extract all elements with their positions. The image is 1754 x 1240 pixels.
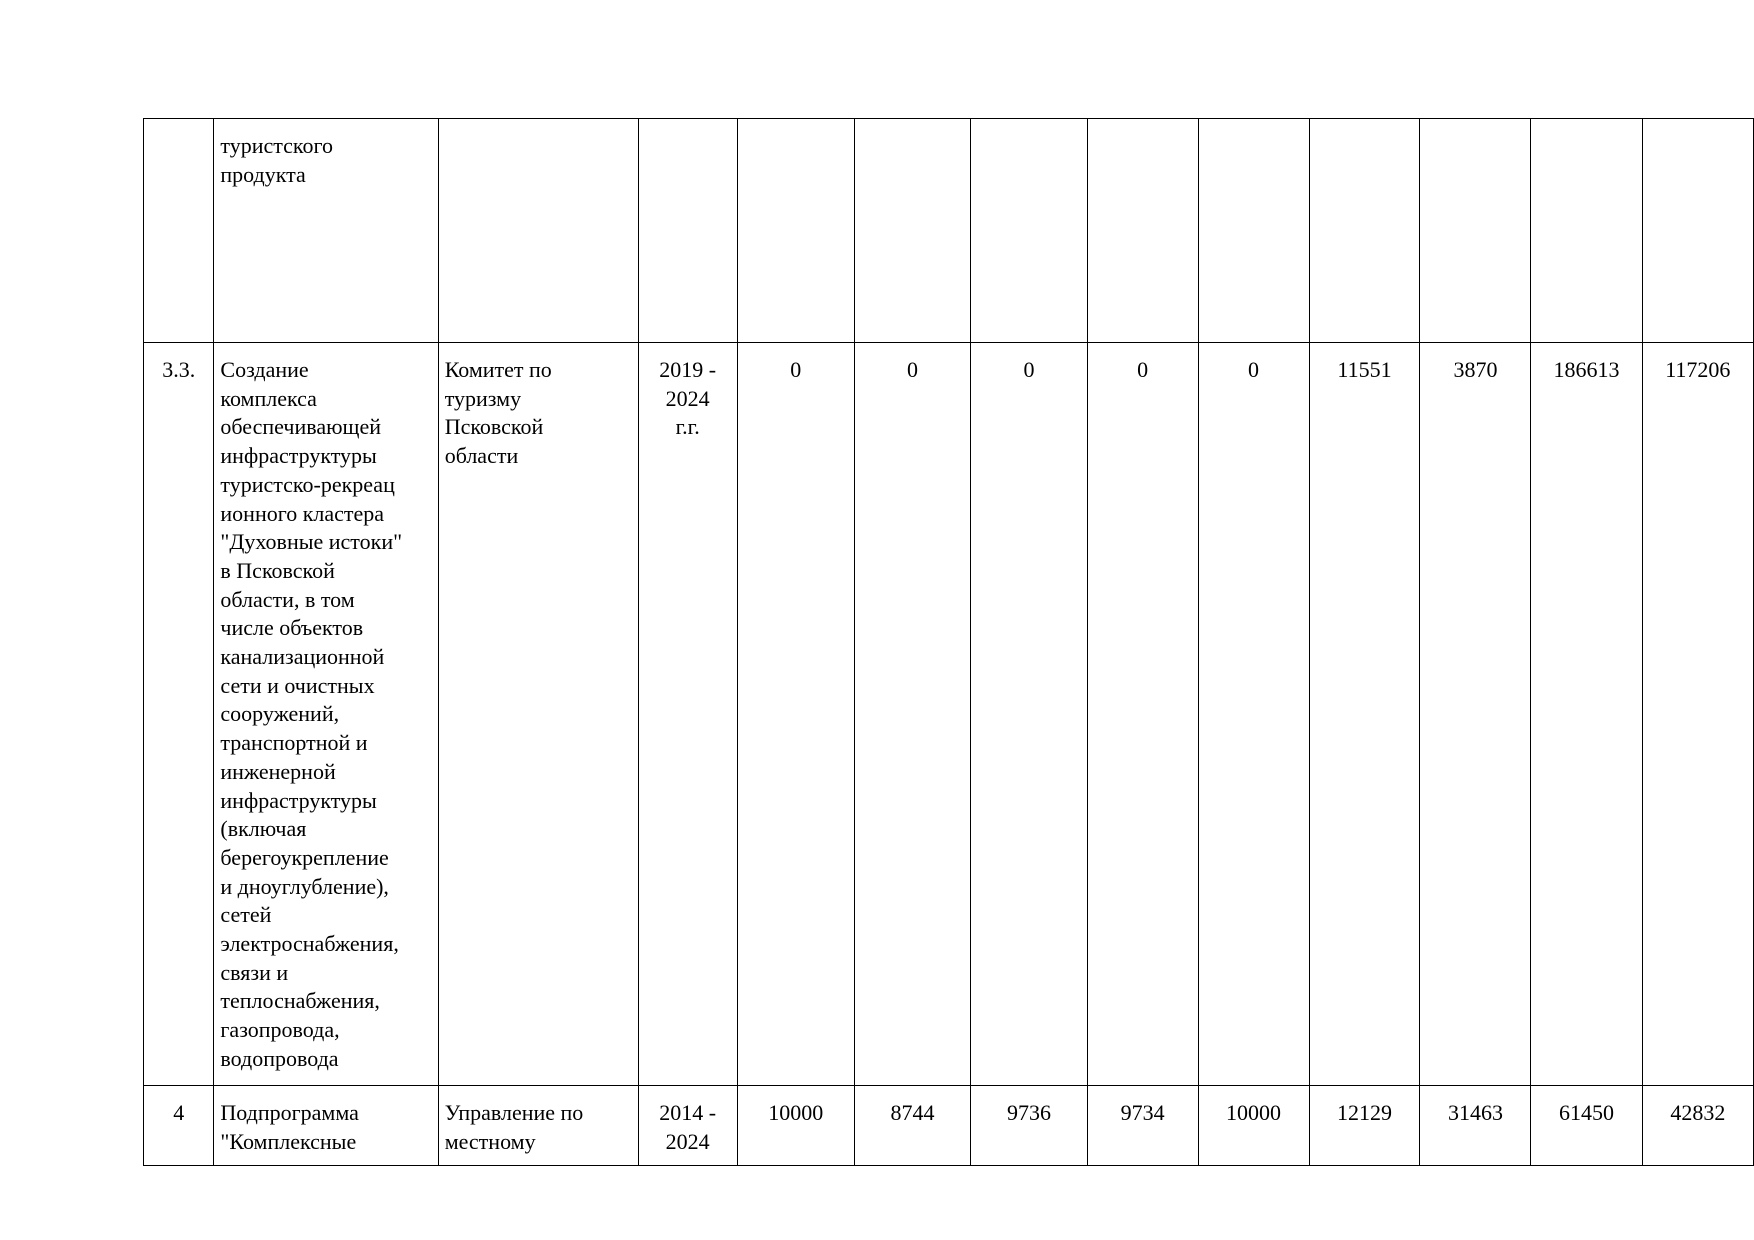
value-cell: 8744 (854, 1086, 971, 1166)
measure-name-cell-line: сетей (220, 902, 272, 928)
period-cell-line: 2024 (665, 385, 710, 411)
value-cell: 0 (737, 343, 854, 1086)
value-cell: 61450 (1531, 1086, 1642, 1166)
value-cell (971, 119, 1088, 343)
measure-name-cell-line: комплекса (220, 385, 317, 411)
measure-name-cell-line: инженерной (220, 758, 336, 784)
value-cell: 0 (971, 343, 1088, 1086)
measure-name-cell-line: газопровода, (220, 1017, 340, 1043)
period-cell (638, 1086, 737, 1166)
program-table (143, 118, 1754, 1166)
value-cell (1309, 119, 1420, 343)
executor-cell (438, 343, 638, 1086)
measure-name-cell-line: берегоукрепление (220, 844, 389, 870)
measure-name-cell-line: теплоснабжения, (220, 988, 380, 1014)
measure-name-cell-line: туристско-рекреац (220, 471, 395, 497)
measure-name-cell-line: ионного кластера (220, 500, 385, 526)
measure-name-cell-line: продукта (220, 161, 306, 187)
executor-cell (438, 119, 638, 343)
measure-name-cell-line: "Комплексные (220, 1128, 357, 1154)
measure-name-cell-line: транспортной и (220, 730, 368, 756)
executor-cell (438, 1086, 638, 1166)
measure-name-cell-line: сети и очистных (220, 672, 375, 698)
value-cell: 10000 (737, 1086, 854, 1166)
value-cell: 117206 (1642, 343, 1753, 1086)
value-cell (1531, 119, 1642, 343)
value-cell: 10000 (1198, 1086, 1309, 1166)
value-cell: 186613 (1531, 343, 1642, 1086)
measure-name-cell-line: связи и (220, 959, 289, 985)
measure-name-cell-line: инфраструктуры (220, 443, 377, 469)
value-cell (737, 119, 854, 343)
measure-name-cell-line: Подпрограмма (220, 1100, 359, 1125)
executor-cell-line: туризму (444, 385, 522, 411)
table-row (144, 119, 1754, 343)
period-cell (638, 119, 737, 343)
row-number-cell: 4 (144, 1086, 214, 1166)
measure-name-cell (214, 343, 438, 1086)
executor-cell-line: Управление по (444, 1100, 584, 1125)
executor-cell-line: Псковской (444, 414, 544, 440)
measure-name-cell-line: и дноуглубление), (220, 873, 389, 899)
value-cell (854, 119, 971, 343)
measure-name-cell-line: обеспечивающей (220, 414, 381, 440)
measure-name-cell (214, 1086, 438, 1166)
value-cell: 0 (854, 343, 971, 1086)
value-cell: 11551 (1309, 343, 1420, 1086)
row-number-cell (144, 119, 214, 343)
measure-name-cell-line: числе объектов (220, 615, 364, 641)
value-cell: 9734 (1087, 1086, 1198, 1166)
value-cell: 42832 (1642, 1086, 1753, 1166)
measure-name-cell-line: "Духовные истоки" (220, 529, 403, 555)
period-cell-line: 2019 - (659, 357, 717, 382)
executor-cell-line: местному (444, 1128, 536, 1154)
measure-name-cell-line: инфраструктуры (220, 787, 377, 813)
value-cell: 31463 (1420, 1086, 1531, 1166)
value-cell (1087, 119, 1198, 343)
value-cell (1642, 119, 1753, 343)
table-row (144, 1086, 1754, 1166)
row-number-cell: 3.3. (144, 343, 214, 1086)
period-cell-line: г.г. (675, 414, 700, 440)
value-cell: 9736 (971, 1086, 1088, 1166)
measure-name-cell-line: (включая (220, 816, 307, 842)
measure-name-cell-line: сооружений, (220, 701, 340, 727)
value-cell (1198, 119, 1309, 343)
value-cell: 0 (1198, 343, 1309, 1086)
measure-name-cell-line: Создание (220, 357, 309, 382)
measure-name-cell-line: в Псковской (220, 557, 335, 583)
table-row (144, 343, 1754, 1086)
value-cell (1420, 119, 1531, 343)
executor-cell-line: Комитет по (444, 357, 552, 382)
period-cell-line: 2024 (665, 1128, 710, 1154)
executor-cell-line: области (444, 443, 519, 469)
period-cell (638, 343, 737, 1086)
measure-name-cell-line: водопровода (220, 1045, 339, 1071)
measure-name-cell (214, 119, 438, 343)
period-cell-line: 2014 - (659, 1100, 717, 1125)
measure-name-cell-line: канализационной (220, 644, 385, 670)
value-cell: 12129 (1309, 1086, 1420, 1166)
value-cell: 3870 (1420, 343, 1531, 1086)
measure-name-cell-line: электроснабжения, (220, 931, 399, 957)
measure-name-cell-line: туристского (220, 133, 333, 158)
value-cell: 0 (1087, 343, 1198, 1086)
measure-name-cell-line: области, в том (220, 586, 355, 612)
